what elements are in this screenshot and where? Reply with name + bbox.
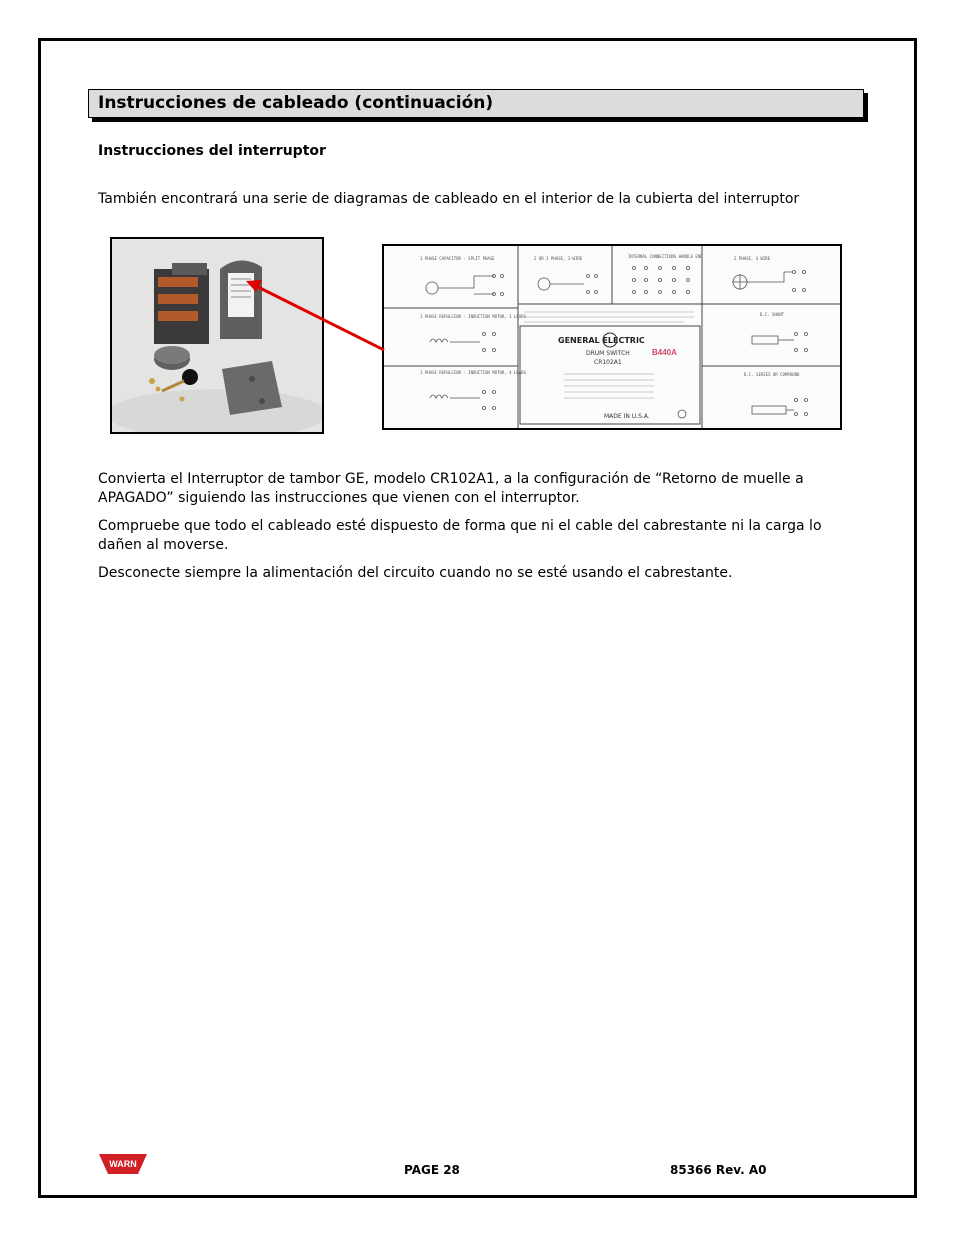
ge-device: DRUM SWITCH: [586, 350, 630, 357]
panel-title-8: D.C. SERIES OR COMPOUND: [744, 372, 800, 377]
panel-title-3: INTERNAL CONNECTIONS HANDLE END: [628, 254, 703, 259]
logo-text: WARN: [109, 1159, 137, 1169]
panel-title-2: 2 OR 3 PHASE, 3-WIRE: [534, 256, 583, 261]
section-title: Instrucciones de cableado (continuación): [98, 93, 494, 113]
paragraph-2: Compruebe que todo el cableado esté dispuesto de forma que ni el cable del cabrestante ni la carga lo dañen al moverse.: [98, 518, 822, 553]
panel-title-5: 1 PHASE REPULSION - INDUCTION MOTOR, 3 LEADS: [420, 314, 526, 319]
made-in: MADE IN U.S.A.: [604, 413, 650, 420]
intro-paragraph: También encontrará una serie de diagramas de cableado en el interior de la cubierta del interruptor: [98, 191, 800, 207]
panel-title-1: 1 PHASE CAPACITOR - SPLIT PHASE: [420, 256, 495, 261]
ge-brand: GENERAL ELECTRIC: [558, 336, 645, 345]
footer-page-number: PAGE 28: [404, 1163, 460, 1177]
warn-logo: [98, 1152, 148, 1176]
section-header: [88, 89, 864, 118]
paragraph-3: Desconecte siempre la alimentación del circuito cuando no se esté usando el cabrestante.: [98, 565, 733, 581]
panel-title-4: 2 PHASE, 4 WIRE: [734, 256, 771, 261]
panel-title-6: D.C. SHUNT: [760, 312, 785, 317]
stamp-code: B440A: [652, 348, 677, 357]
subheading: Instrucciones del interruptor: [98, 143, 326, 159]
ge-model: CR102A1: [594, 359, 622, 366]
wiring-diagram-label: [382, 244, 842, 430]
footer-revision: 85366 Rev. A0: [670, 1163, 767, 1177]
paragraph-1: Convierta el Interruptor de tambor GE, modelo CR102A1, a la configuración de “Retorno de muelle a APAGADO” siguiendo las instrucciones que vienen con el interruptor.: [98, 471, 804, 506]
page-frame: [38, 38, 917, 1198]
panel-title-7: 1 PHASE REPULSION - INDUCTION MOTOR, 4 LEADS: [420, 370, 526, 375]
drum-switch-photo: [110, 237, 324, 434]
